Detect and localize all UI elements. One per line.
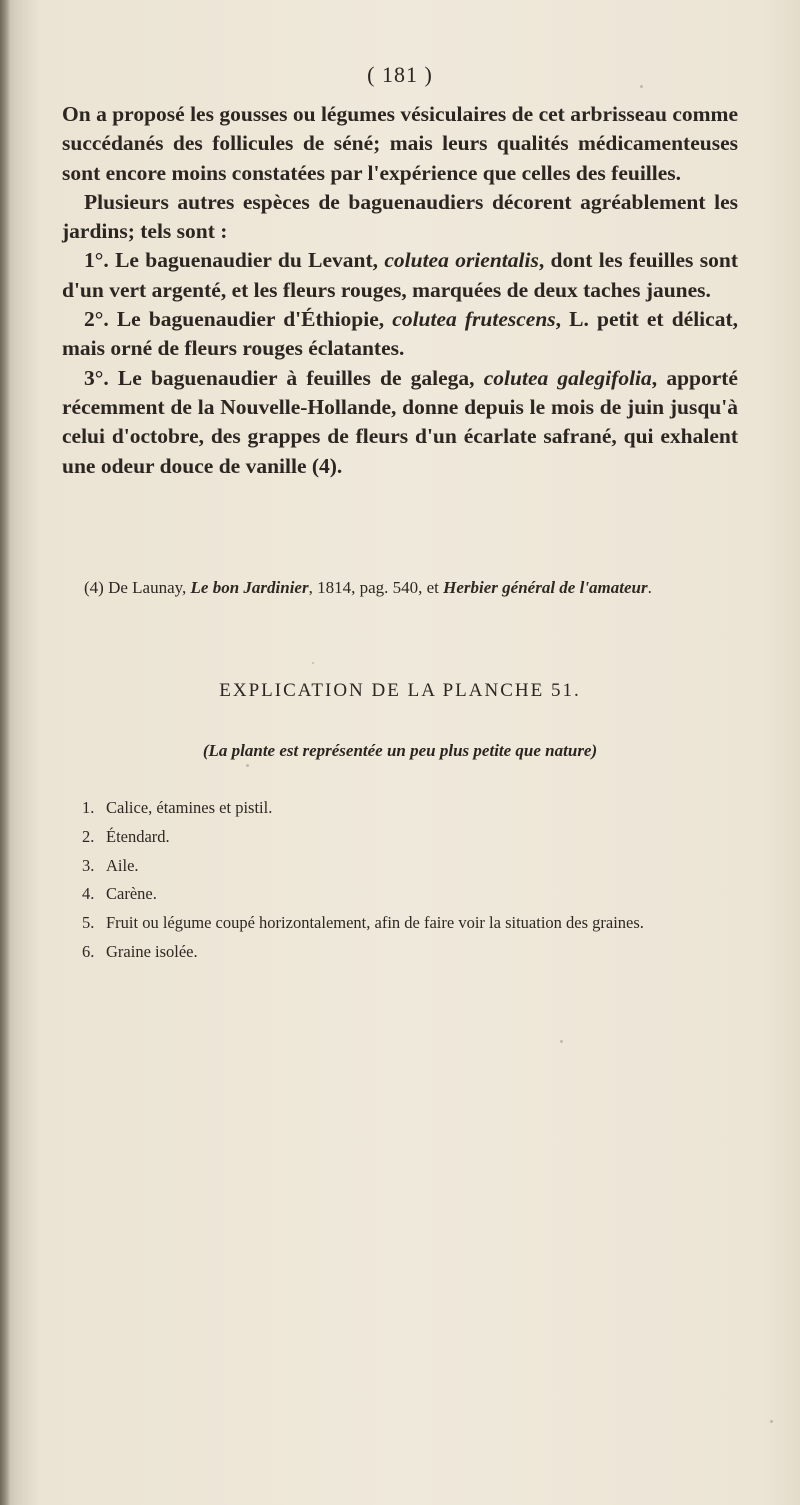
latin-name: colutea galegifolia <box>483 365 652 390</box>
text-run: , L. petit et délicat, mais orné de fleurs rouges éclatantes. <box>62 307 738 361</box>
text-run: , apporté récemment de la Nouvelle-Hollande, donne depuis le mois de juin jusqu'à celui d'octobre, des grappes de fleurs d'un écarlate safrané, qui exhalent une odeur douce de vanille (4). <box>62 365 738 478</box>
page-number: ( 181 ) <box>367 62 433 87</box>
text-run: Plusieurs autres espèces de baguenaudiers décorent agréablement les jardins; tels sont : <box>62 189 738 244</box>
text-run: 2°. Le baguenaudier d'Éthiopie, <box>84 307 393 332</box>
text-run: (4) De Launay, <box>84 578 191 597</box>
legend-text: Graine isolée. <box>106 941 198 961</box>
paragraph <box>62 100 738 188</box>
main-text <box>62 100 738 481</box>
text-run: , 1814, pag. 540, et <box>308 578 444 597</box>
text-run: On a proposé les gousses ou légumes vésiculaires de cet arbrisseau comme succédanés des follicules de séné; mais leurs qualités médicamenteuses sont encore moins constatées par l'expérience que celles des feuilles. <box>62 102 738 185</box>
latin-name: colutea orientalis <box>384 248 539 273</box>
paper-speck <box>246 764 249 767</box>
legend-number: 6. <box>82 941 95 961</box>
legend-item <box>82 852 742 881</box>
legend-text: Étendard. <box>106 826 170 846</box>
legend-text: Aile. <box>106 855 139 875</box>
plate-caption: (La plante est représentée un peu plus petite que nature) <box>202 741 598 760</box>
legend-number: 5. <box>82 913 95 933</box>
latin-name: colutea frutescens <box>392 307 556 332</box>
legend-number: 1. <box>82 798 95 817</box>
legend-number: 4. <box>82 884 95 904</box>
legend-number: 3. <box>82 855 95 875</box>
paragraph <box>62 364 738 481</box>
paper-speck <box>312 662 314 664</box>
paper-speck <box>770 1420 773 1423</box>
legend-item <box>82 823 742 852</box>
legend-item <box>82 909 742 938</box>
legend-number: 2. <box>82 826 95 846</box>
paper-speck <box>640 85 643 88</box>
text-run: , dont les feuilles sont d'un vert argenté, et les fleurs rouges, marquées de deux taches jaunes. <box>62 248 738 302</box>
text-run: 1°. Le baguenaudier du Levant, <box>84 248 385 273</box>
legend-text: Calice, étamines et pistil. <box>106 798 273 817</box>
plate-legend <box>82 794 742 967</box>
paper-speck <box>560 1040 563 1043</box>
legend-text: Fruit ou légume coupé horizontalement, afin de faire voir la situation des graines. <box>106 913 644 933</box>
legend-item <box>82 880 742 909</box>
paragraph <box>62 188 738 247</box>
text-run: . <box>647 578 652 597</box>
paragraph <box>62 246 738 305</box>
footnote <box>62 577 738 599</box>
legend-text: Carène. <box>106 884 157 904</box>
latin-name: Herbier général de l'amateur <box>443 578 648 597</box>
text-run: 3°. Le baguenaudier à feuilles de galega, <box>84 365 484 390</box>
paragraph <box>62 305 738 364</box>
plate-title: EXPLICATION DE LA PLANCHE 51. <box>219 680 581 701</box>
legend-item <box>82 794 742 823</box>
legend-item <box>82 938 742 967</box>
latin-name: Le bon Jardinier <box>190 578 309 597</box>
